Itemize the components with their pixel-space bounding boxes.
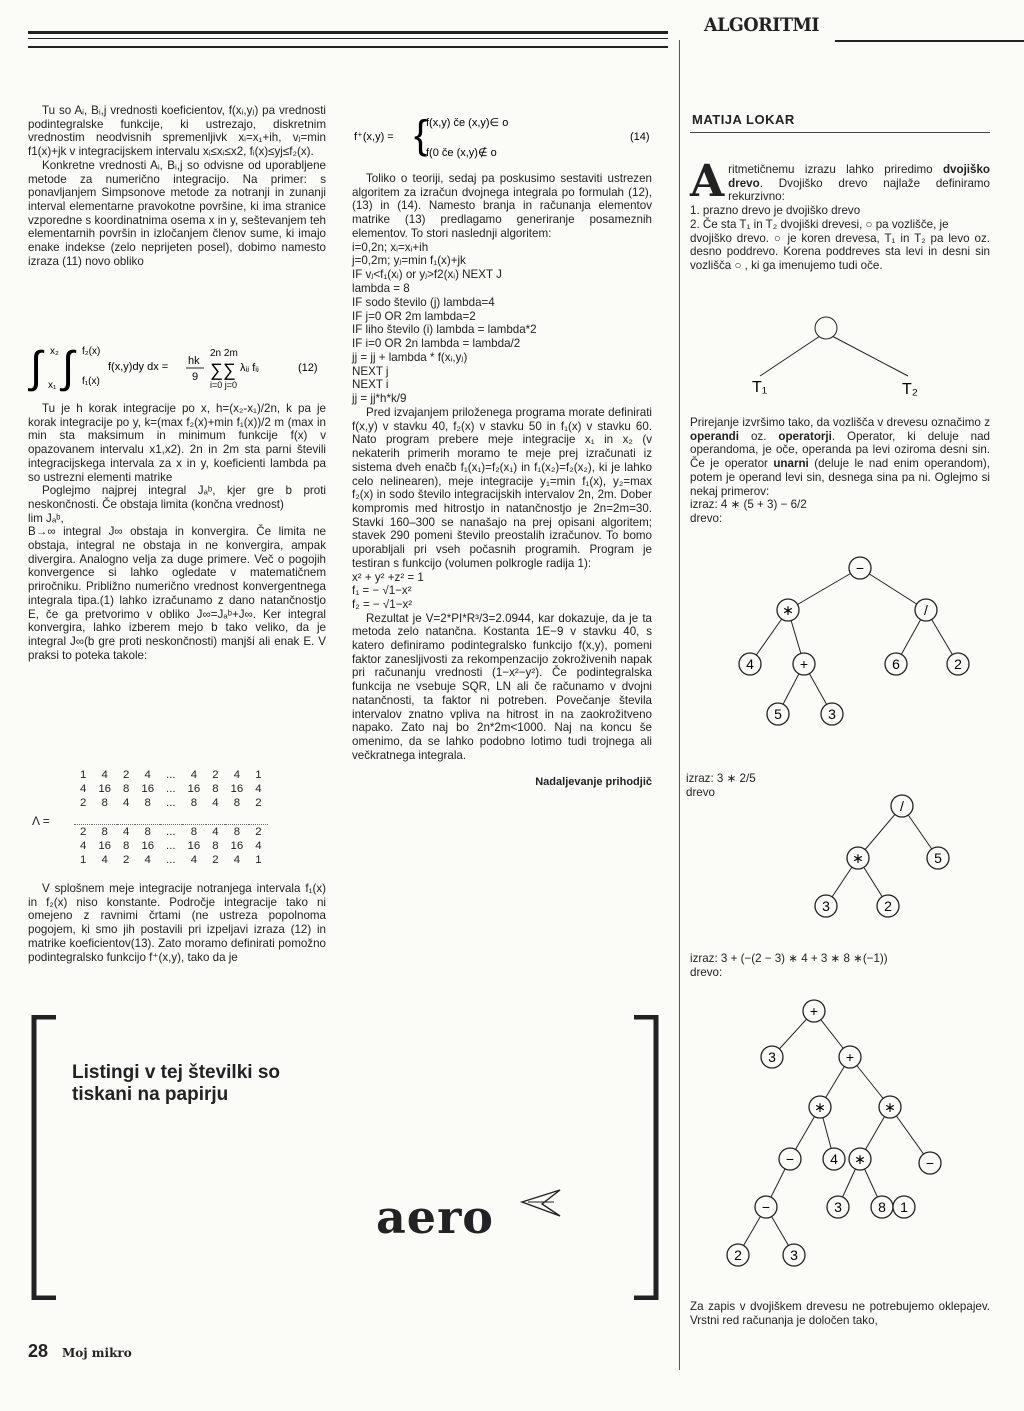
code-line: NEXT j [352,364,389,378]
code-line: jj = jj*h*k/9 [352,392,407,406]
tree-node-label: ∗ [854,1151,866,1167]
matrix-cell: 2 [255,797,262,809]
column-3-intro [690,156,990,273]
matrix-cell: 4 [255,783,262,795]
code-line: IF j=0 OR 2m lambda=2 [352,309,476,323]
matrix-cell: 4 [101,854,108,866]
aero-logo: aero [376,1190,494,1244]
tree-node-label: 2 [734,1247,742,1263]
root-node [815,317,837,339]
matrix-row [74,782,268,796]
matrix-cell: 16 [98,783,112,795]
matrix-cell: 1 [80,854,87,866]
subtree-label: T₁ [752,379,768,396]
tree-node-label: − [761,1199,771,1215]
code-line: j=0,2m; yⱼ=min f₁(x)+jk [352,254,466,268]
svg-text:2n 2m: 2n 2m [210,348,238,359]
matrix-cell: 4 [80,840,87,852]
column-3-rules [690,416,990,526]
formula-line: f₁ = − √1−x² [352,584,412,598]
tree-node-label: 3 [822,898,830,914]
tree-label: drevo [686,785,716,799]
bold-term: operatorji [778,429,832,443]
column-divider [679,40,680,1370]
tree-node-label: 5 [774,706,782,722]
matrix-cell: 8 [212,783,219,795]
svg-text:{: { [414,113,428,157]
paragraph: Za zapis v dvojiškem drevesu ne potrebujemo oklepajev. Vrstni red računanja je določen tako, [690,1300,990,1327]
tree-node-label: 4 [746,656,754,672]
tree-node-label: 3 [790,1247,798,1263]
text-run: oz. [738,429,779,443]
matrix-cell: 2 [212,854,219,866]
matrix-cell: 16 [141,840,155,852]
algorithm-code [352,241,652,407]
matrix-cell: 1 [80,769,87,781]
matrix-cell: 8 [233,826,241,838]
eq-lhs: f⁺(x,y) = [354,131,394,143]
matrix-row [74,768,268,782]
matrix-cell: 4 [123,826,130,838]
tree-example-3 [690,995,990,1295]
matrix-cell: 1 [255,769,262,781]
expression: izraz: 3 ∗ 2/5 [686,772,756,785]
text-run: ritmetičnemu izrazu lahko priredimo [728,163,943,176]
svg-text:f(x,y)dy dx =: f(x,y)dy dx = [108,361,169,373]
text-run: . Dvojiško drevo najlaže definiramo rekurzivno: [728,176,990,204]
matrix-cell: 2 [123,769,130,781]
matrix-cell: 4 [144,769,151,781]
paragraph: Konkretne vrednosti Aᵢ, Bᵢ,j so odvisne od uporabljene metode za numerično integracijo. Na primer: s ponavljanjem Simpsonove metode za notranji in zunanji interval elementarne pravokotne površine, ki ima stranice vzporedne s koordinatnima osema x in y, seštevanjem teh elementarnih površin in izločanjem členov sume, ki imajo enake indekse (zelo neprijeten posel), dobimo namesto izraza (11) novo obliko [28,158,326,268]
matrix-cell: 4 [212,797,219,809]
tree-node-label: / [900,798,904,814]
matrix-cell: 8 [101,826,108,838]
code-line: IF vⱼ<f₁(xᵢ) or yⱼ>f2(xᵢ) NEXT J [352,268,502,282]
paragraph: Toliko o teoriji, sedaj pa poskusimo sestaviti ustrezen algoritem za izračun dvojnega integrala po formulah (12), (13) in (14). Namesto branja in računanja elementov matrike (13) predlagamo generiranje posameznih elementov. To stori naslednji algoritem: [352,172,652,240]
bold-term: dvojiško drevo [728,163,990,190]
equation-number: (14) [630,131,650,143]
matrix-cell: 8 [123,840,130,852]
formula-line: f₂ = − √1−x² [352,597,413,611]
code-line: IF sodo število (j) lambda=4 [352,295,495,309]
expression: izraz: 4 ∗ (5 + 3) − 6/2 [690,498,807,512]
tree-node-label: ∗ [814,1099,826,1115]
matrix-table [74,768,268,867]
header-rule-right [835,40,1024,42]
paragraph: Poglejmo najprej integral Jₐᵇ, kjer gre b proti neskončnosti. Če obstaja limita (končna vrednost) [28,484,326,511]
tree-node-label: 6 [892,656,900,672]
matrix-cell: ... [166,769,176,781]
svg-text:∫: ∫ [62,343,75,392]
matrix-cell: 16 [230,840,244,852]
matrix-cell: 2 [212,769,219,781]
tree-node-label: + [809,1003,819,1019]
matrix-cell: ... [166,854,176,866]
tree-node-label: 8 [878,1199,886,1215]
matrix-row [74,839,268,853]
matrix-separator [74,810,268,825]
definition-item: 2. Če sta T₁ in T₂ dvojiški drevesi, ○ pa vozlišče, je [690,217,949,231]
matrix-row [74,825,268,840]
drop-cap: A [690,156,725,207]
eq-case-b: f(0 če (x,y)∉ o [426,147,497,159]
code-line: jj = jj + lambda * f(xᵢ,yⱼ) [352,350,468,364]
tree-label: drevo: [690,965,723,979]
paragraph: Tu so Aᵢ, Bᵢ,j vrednosti koeficientov, f(xᵢ,yⱼ) pa vrednosti podintegralske funkcije, ki ustrezajo, diskretnim vrednostim neodvisnih spremenljivk xᵢ=x₁+ih, vⱼ=min f1(x)+jk v integracijskem intervalu xᵢ≤xᵢ≤x2, fᵢ(x)≤yj≤f₂(x). [28,104,326,159]
matrix-cell: 4 [80,783,87,795]
matrix-cell: 8 [123,783,130,795]
tree-node-label: 3 [834,1199,842,1215]
tree-node-label: + [799,656,809,672]
paragraph: Tu je h korak integracije po x, h=(x₂-x₁)/2n, k pa je korak integracije po y, k=(max f₂(x)+min f₁(x))/2 m (max in min sta maksimum in minimum funkcije f(x) v opazovanem intervalu x1,x2). 2n in 2m sta parni števili integracijskega intervala za x in y, koeficienti lambda pa so ustrezni elementi matrike [28,402,326,484]
matrix-cell: 8 [144,826,151,838]
paragraph: lim Jₐᵇ, [28,511,64,525]
subtree-label: T₂ [902,381,918,398]
tree-node-label: 3 [828,706,836,722]
bold-term: operandi [690,429,739,443]
code-line: lambda = 8 [352,281,410,295]
svg-text:x₁: x₁ [48,380,57,391]
matrix-cell: 16 [187,840,201,852]
tree-node-label: ∗ [852,850,864,866]
tree-node-label: / [924,602,928,618]
svg-text:x₂: x₂ [50,346,59,357]
matrix-cell: ... [166,797,176,809]
matrix-cell: 8 [233,797,241,809]
magazine-name: Moj mikro [62,1346,132,1360]
tree-node-label: 3 [768,1049,776,1065]
matrix-cell: 4 [123,797,130,809]
matrix-cell: 8 [190,797,198,809]
eq-case-a: f(x,y) če (x,y)∈ o [426,117,509,129]
ad-text: Listingi v tej številki so tiskani na papirju [72,1062,281,1105]
tree-node-label: + [845,1049,855,1065]
matrix-cell: 16 [98,840,112,852]
tree-node-label: − [785,1151,795,1167]
matrix-cell: 2 [80,797,87,809]
code-line: NEXT i [352,378,389,392]
matrix-cell: 2 [80,826,87,838]
column-1-end [28,882,326,964]
matrix-cell: 8 [212,840,219,852]
svg-text:9: 9 [192,371,199,383]
author-rule [690,132,990,133]
aero-bird-icon [520,1186,564,1220]
tree-node-label: 4 [830,1151,838,1167]
tree-definition [690,310,990,406]
column-1-cont [28,402,326,662]
tree-example-2 [690,790,990,930]
tree-node-label: ∗ [884,1099,896,1115]
author-name: MATIJA LOKAR [692,112,795,127]
matrix-cell: 4 [101,769,108,781]
text-run: Prirejanje izvršimo tako, da vozlišča v drevesu označimo z [690,416,990,429]
text-run: (deluje le nad enim operandom), potem je operand levi sin, desnega sina pa ni. Oglejmo si nekaj primerov: [690,457,990,498]
equation-12 [28,338,328,398]
matrix-label: Λ = [32,814,50,828]
page-number: 28 [28,1341,49,1361]
code-line: IF i=0 OR 2n lambda = lambda/2 [352,337,521,351]
matrix-cell: 8 [190,826,198,838]
paragraph: B→∞ integral J∞ obstaja in konvergira. Če limita ne obstaja, integral ne obstaja in ne konvergira, ampak divergira. Analogno velja za duge primere. Več o pogojih konvergence si lahko ogledate v matematičnem priročniku. Približno numerično vrednost konvergentnega integrala tipa.(1) lahko izračunamo z dano natančnostjo E, če ga pretvorimo v obliko J∞=Jₐᵇ+J∞. Ker integral konvergira, lahko izberem mejo b tako veliko, da je integral J∞(b gre proti neskončnosti) manjši ali enak E. V praksi to poteka takole: [28,525,326,662]
text-run: . Operator, ki deluje nad operandoma, je oče, operanda pa levi oziroma desni sin. Če je operator [690,429,990,471]
bold-term: unarni [773,457,809,471]
code-line: i=0,2n; xᵢ=xᵢ+ih [352,240,429,254]
matrix-row [74,796,268,810]
header-rule [28,31,668,48]
matrix-cell: 4 [233,854,241,866]
tree-node-label: 2 [884,898,892,914]
tree-node-label: − [855,560,865,576]
matrix-cell: 1 [255,854,262,866]
tree-node-label: 1 [900,1199,908,1215]
paragraph: V splošnem meje integracije notranjega intervala f₁(x) in f₂(x) niso konstante. Področje integracije tako ni omejeno z ravnimi črtami (ne ustreza popolnoma pogojem, ki smo jih postavili pri izpeljavi izraza (12) in matrike koeficientov(13). Zato moramo definirati pomožno podintegralsko funkcijo f⁺(x,y), tako da je [28,882,326,964]
section-label: ALGORITMI [704,14,820,36]
formula-line: x² + y² +z² = 1 [352,570,424,584]
ad-box-frame [28,1015,662,1300]
matrix-cell: ... [166,783,176,795]
column-1 [28,104,326,268]
paragraph: dvojiško drevo. ○ je koren drevesa, T₁ in T₂ pa levo oz. desno poddrevo. Korena poddreves sta levi in desni sin vozlišča ○ , ki ga imenujemo tudi oče. [690,231,990,272]
continued-note: Nadaljevanje prihodjič [535,776,652,789]
expression: izraz: 3 + (−(2 − 3) ∗ 4 + 3 ∗ 8 ∗(−1)) [690,952,888,965]
svg-text:∑∑: ∑∑ [210,360,236,380]
paragraph: Rezultat je V=2*PI*R³/3=2.0944, kar dokazuje, da je ta metoda zelo natančna. Kostanta 1E−9 v stavku 40, s katero definiramo podintegralsko funkcijo f(x,y), pomeni faktor zanesljivosti za rekompenzacijo zokroživenih napak pri računanju vrednosti (1−x²−y²). Če podintegralska funkcija ne vsebuje SQR, LN ali če računamo v dvojni natančnosti, ta faktor ni potreben. Povečanje števila intervalov znatno vpliva na hitrost in na zaokrožitveno napako. Zato naj bo 2n*2m<1000. Naj na koncu še omenimo, da se lahko podobno lotimo tudi trojnega ali večkratnega integrala. [352,611,652,762]
matrix-cell: 8 [101,797,108,809]
tree-node-label: − [925,1155,935,1171]
matrix-cell: 4 [144,854,151,866]
matrix-cell: 4 [190,769,198,781]
equation-number: (12) [298,362,318,374]
svg-text:λᵢⱼ fᵢⱼ: λᵢⱼ fᵢⱼ [240,362,259,374]
tree-label: drevo: [690,511,723,525]
matrix-cell: 4 [255,840,262,852]
svg-text:∫: ∫ [30,343,43,392]
matrix-cell: 4 [190,854,198,866]
matrix-cell: 4 [212,826,219,838]
matrix-row [74,853,268,867]
svg-text:f₁(x): f₁(x) [82,376,100,387]
matrix-cell: 2 [123,854,130,866]
tree-node-label: 2 [954,656,962,672]
matrix-cell: 16 [141,783,155,795]
column-2 [352,172,652,790]
matrix-cell: 8 [144,797,151,809]
svg-text:i=0 j=0: i=0 j=0 [210,380,238,390]
matrix-cell: ... [166,840,176,852]
matrix-cell: 2 [255,826,262,838]
column-3-end [690,1300,990,1327]
definition-item: 1. prazno drevo je dvojiško drevo [690,204,861,218]
tree-node-label: ∗ [782,602,794,618]
code-line: IF liho število (i) lambda = lambda*2 [352,323,537,337]
column-3-ex3 [690,952,990,979]
matrix-cell: 4 [233,769,241,781]
svg-text:f₂(x): f₂(x) [82,346,101,357]
matrix-cell: 16 [187,783,201,795]
svg-text:hk: hk [188,355,200,367]
tree-example-1 [690,548,990,738]
equation-14 [352,110,657,164]
tree-node-label: 5 [934,850,942,866]
matrix-cell: 16 [230,783,244,795]
paragraph: Pred izvajanjem priloženega programa morate definirati f(x,y) v stavku 40, f₂(x) v stavku 50 in f₁(x) v stavku 60. Nato program prebere meje integracije x₁ in x₂ (v nekaterih primerih moramo te meje prej izračunati iz sistema dveh enačb f₁(x₁)=f₂(x₁) in f₁(x₂)=f₂(x₂), ki je lahko celo nelinearen), meje integracije y₁=min f₁(x), y₂=max f₂(x) in sodo število integracijskih intervalov 2n, 2m. Dober kompromis med hitrostjo in natančnostjo je 2n=2m=30. Stavki 160–300 se nanašajo na prej opisani algoritem; stavek 290 pomeni število preostalih izračunov. To bomo uporabljali pri vseh počasnih programih. Program je testiran s funkcijo (volumen polkrogle radija 1): [352,406,652,570]
matrix-cell: ... [166,826,176,838]
